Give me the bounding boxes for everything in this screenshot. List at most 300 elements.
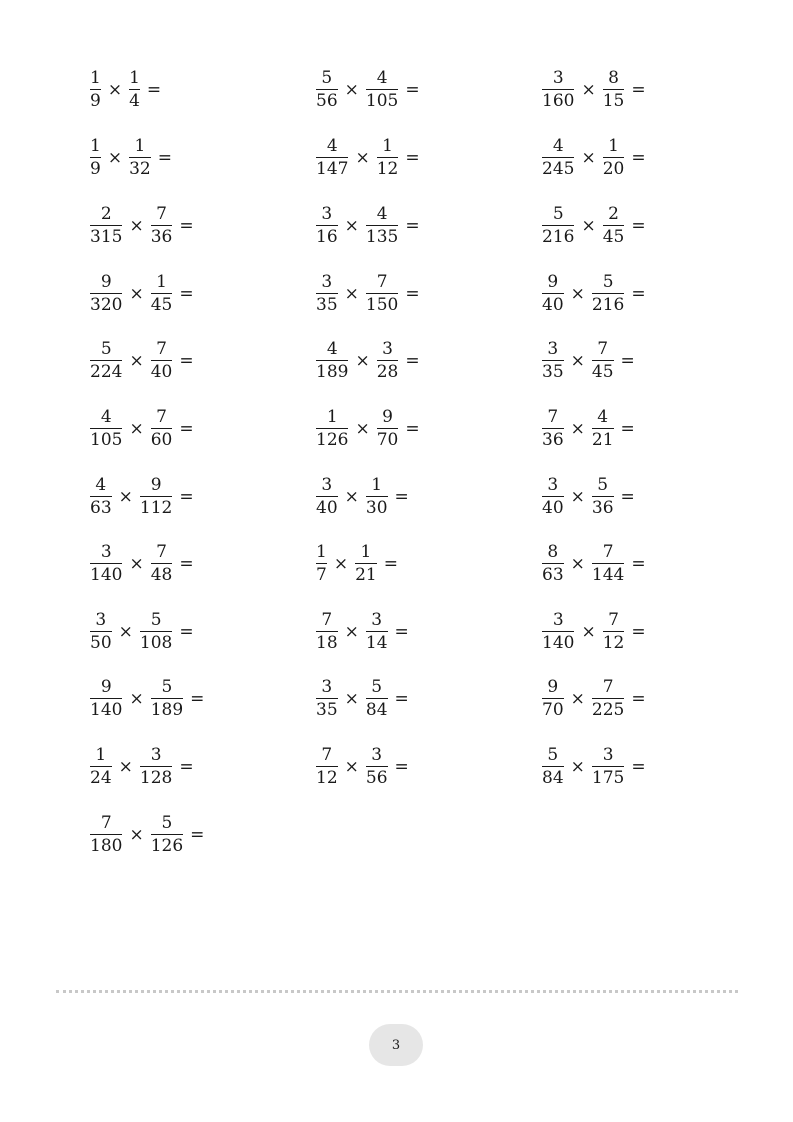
first-fraction	[540, 612, 576, 652]
numerator: 3	[552, 68, 564, 88]
denominator: 84	[542, 768, 564, 788]
denominator: 225	[591, 700, 625, 720]
numerator: 3	[100, 542, 112, 562]
first-fraction	[540, 341, 566, 381]
second-fraction	[375, 409, 401, 449]
fraction-problem	[540, 544, 646, 584]
numerator: 5	[161, 677, 173, 697]
numerator: 1	[608, 136, 619, 156]
second-fraction	[149, 815, 185, 855]
denominator: 70	[376, 430, 399, 450]
equals-sign: =	[179, 215, 194, 236]
denominator: 56	[365, 768, 388, 788]
denominator: 45	[150, 295, 173, 315]
numerator: 7	[602, 677, 614, 697]
second-fraction	[364, 206, 400, 246]
numerator: 1	[316, 542, 327, 562]
denominator: 7	[316, 565, 327, 585]
equals-sign: =	[179, 486, 194, 507]
numerator: 9	[100, 272, 112, 292]
equals-sign: =	[631, 553, 646, 574]
equals-sign: =	[179, 553, 194, 574]
fraction-problem	[540, 70, 646, 110]
numerator: 2	[608, 204, 619, 224]
first-fraction	[88, 206, 124, 246]
fraction-problem	[540, 679, 646, 719]
denominator: 50	[90, 633, 112, 653]
times-sign: ×	[355, 350, 370, 371]
second-fraction	[353, 544, 379, 584]
fraction-problem	[314, 679, 409, 719]
numerator: 3	[321, 204, 333, 224]
denominator: 147	[316, 159, 349, 179]
fraction-problem	[88, 815, 204, 855]
numerator: 5	[602, 272, 614, 292]
second-fraction	[138, 612, 174, 652]
second-fraction	[149, 679, 185, 719]
second-fraction	[127, 138, 153, 178]
numerator: 3	[150, 745, 162, 765]
denominator: 4	[129, 91, 140, 111]
times-sign: ×	[355, 147, 370, 168]
numerator: 5	[100, 339, 112, 359]
times-sign: ×	[344, 283, 359, 304]
equals-sign: =	[179, 756, 194, 777]
numerator: 1	[90, 68, 101, 88]
denominator: 126	[316, 430, 349, 450]
denominator: 140	[90, 565, 123, 585]
second-fraction	[138, 477, 174, 517]
first-fraction	[540, 274, 566, 314]
times-sign: ×	[129, 553, 144, 574]
numerator: 1	[371, 475, 383, 495]
denominator: 36	[150, 227, 173, 247]
numerator: 7	[321, 745, 333, 765]
second-fraction	[590, 274, 626, 314]
numerator: 3	[321, 475, 333, 495]
fraction-problem	[314, 341, 420, 381]
numerator: 4	[376, 68, 388, 88]
fraction-problem	[314, 544, 398, 584]
denominator: 28	[376, 362, 399, 382]
fraction-problem	[314, 70, 420, 110]
equals-sign: =	[190, 824, 205, 845]
second-fraction	[364, 477, 390, 517]
first-fraction	[88, 70, 103, 110]
second-fraction	[149, 544, 175, 584]
second-fraction	[601, 206, 627, 246]
first-fraction	[540, 206, 576, 246]
times-sign: ×	[355, 418, 370, 439]
times-sign: ×	[129, 215, 144, 236]
first-fraction	[88, 747, 114, 787]
equals-sign: =	[179, 621, 194, 642]
first-fraction	[314, 477, 340, 517]
numerator: 3	[552, 610, 564, 630]
first-fraction	[314, 409, 350, 449]
equals-sign: =	[631, 283, 646, 304]
second-fraction	[364, 274, 400, 314]
denominator: 315	[90, 227, 123, 247]
first-fraction	[88, 679, 124, 719]
equals-sign: =	[405, 418, 420, 439]
denominator: 36	[591, 498, 614, 518]
numerator: 7	[602, 542, 614, 562]
fraction-problem	[88, 341, 194, 381]
numerator: 9	[382, 407, 393, 427]
equals-sign: =	[405, 350, 420, 371]
first-fraction	[88, 544, 124, 584]
second-fraction	[364, 70, 400, 110]
second-fraction	[149, 274, 175, 314]
denominator: 35	[316, 295, 338, 315]
second-fraction	[601, 612, 627, 652]
second-fraction	[364, 679, 390, 719]
denominator: 18	[316, 633, 338, 653]
second-fraction	[364, 747, 390, 787]
equals-sign: =	[179, 418, 194, 439]
denominator: 16	[316, 227, 338, 247]
denominator: 144	[591, 565, 625, 585]
denominator: 12	[602, 633, 625, 653]
denominator: 180	[90, 836, 123, 856]
times-sign: ×	[344, 486, 359, 507]
fraction-problem	[314, 477, 409, 517]
denominator: 320	[90, 295, 123, 315]
page-number: 3	[391, 1037, 401, 1053]
equals-sign: =	[405, 147, 420, 168]
denominator: 160	[542, 91, 575, 111]
denominator: 150	[365, 295, 399, 315]
first-fraction	[88, 274, 124, 314]
first-fraction	[88, 341, 124, 381]
numerator: 4	[376, 204, 388, 224]
denominator: 216	[542, 227, 575, 247]
numerator: 1	[90, 136, 101, 156]
first-fraction	[540, 747, 566, 787]
denominator: 189	[150, 700, 184, 720]
denominator: 20	[602, 159, 625, 179]
fraction-problem	[88, 747, 194, 787]
denominator: 70	[542, 700, 564, 720]
second-fraction	[127, 70, 142, 110]
denominator: 12	[376, 159, 399, 179]
second-fraction	[364, 612, 390, 652]
equals-sign: =	[631, 756, 646, 777]
numerator: 7	[156, 339, 167, 359]
first-fraction	[314, 747, 340, 787]
denominator: 108	[139, 633, 173, 653]
equals-sign: =	[631, 79, 646, 100]
denominator: 14	[365, 633, 388, 653]
numerator: 1	[382, 136, 393, 156]
times-sign: ×	[344, 688, 359, 709]
second-fraction	[590, 747, 626, 787]
numerator: 1	[95, 745, 107, 765]
fraction-problem	[540, 341, 635, 381]
times-sign: ×	[581, 621, 596, 642]
denominator: 105	[90, 430, 123, 450]
equals-sign: =	[631, 621, 646, 642]
times-sign: ×	[344, 756, 359, 777]
denominator: 63	[90, 498, 112, 518]
fraction-problem	[88, 679, 204, 719]
first-fraction	[540, 138, 576, 178]
numerator: 1	[156, 272, 167, 292]
denominator: 40	[542, 295, 564, 315]
equals-sign: =	[179, 350, 194, 371]
numerator: 3	[382, 339, 393, 359]
numerator: 3	[321, 677, 333, 697]
denominator: 45	[591, 362, 614, 382]
numerator: 9	[547, 272, 559, 292]
times-sign: ×	[129, 418, 144, 439]
times-sign: ×	[129, 688, 144, 709]
denominator: 32	[129, 159, 151, 179]
equals-sign: =	[620, 350, 635, 371]
denominator: 35	[316, 700, 338, 720]
denominator: 140	[542, 633, 575, 653]
fraction-problem	[540, 477, 635, 517]
times-sign: ×	[118, 756, 133, 777]
equals-sign: =	[394, 621, 409, 642]
numerator: 9	[100, 677, 112, 697]
denominator: 35	[542, 362, 564, 382]
second-fraction	[149, 341, 175, 381]
numerator: 4	[100, 407, 112, 427]
times-sign: ×	[581, 215, 596, 236]
numerator: 5	[552, 204, 564, 224]
numerator: 9	[547, 677, 559, 697]
fraction-problem	[540, 612, 646, 652]
numerator: 5	[321, 68, 333, 88]
equals-sign: =	[383, 553, 398, 574]
fraction-problem	[88, 206, 194, 246]
second-fraction	[601, 70, 627, 110]
times-sign: ×	[118, 486, 133, 507]
denominator: 56	[316, 91, 338, 111]
numerator: 4	[95, 475, 107, 495]
equals-sign: =	[394, 756, 409, 777]
fraction-problem	[540, 138, 646, 178]
equals-sign: =	[405, 79, 420, 100]
numerator: 3	[321, 272, 333, 292]
numerator: 2	[100, 204, 112, 224]
fraction-problem	[314, 612, 409, 652]
second-fraction	[601, 138, 627, 178]
second-fraction	[149, 206, 175, 246]
denominator: 189	[316, 362, 349, 382]
numerator: 5	[150, 610, 162, 630]
fraction-problem	[314, 747, 409, 787]
fraction-problem	[88, 409, 194, 449]
numerator: 1	[134, 136, 146, 156]
fraction-problem	[88, 612, 194, 652]
fraction-problem	[314, 206, 420, 246]
second-fraction	[149, 409, 175, 449]
fraction-problem	[540, 274, 646, 314]
fraction-problem	[314, 409, 420, 449]
numerator: 3	[95, 610, 107, 630]
second-fraction	[590, 679, 626, 719]
first-fraction	[540, 477, 566, 517]
first-fraction	[314, 138, 350, 178]
times-sign: ×	[333, 553, 349, 574]
equals-sign: =	[631, 688, 646, 709]
numerator: 5	[597, 475, 609, 495]
fraction-problem	[88, 138, 172, 178]
numerator: 1	[129, 68, 140, 88]
first-fraction	[88, 477, 114, 517]
equals-sign: =	[620, 486, 635, 507]
times-sign: ×	[570, 688, 585, 709]
denominator: 60	[150, 430, 173, 450]
numerator: 3	[547, 339, 559, 359]
numerator: 9	[150, 475, 162, 495]
numerator: 7	[156, 407, 167, 427]
denominator: 15	[602, 91, 625, 111]
numerator: 7	[608, 610, 619, 630]
numerator: 5	[371, 677, 383, 697]
numerator: 4	[326, 136, 338, 156]
fraction-problem	[88, 70, 161, 110]
times-sign: ×	[570, 486, 585, 507]
equals-sign: =	[405, 283, 420, 304]
numerator: 8	[547, 542, 559, 562]
numerator: 1	[360, 542, 372, 562]
second-fraction	[590, 544, 626, 584]
denominator: 224	[90, 362, 123, 382]
first-fraction	[314, 341, 350, 381]
times-sign: ×	[129, 283, 144, 304]
first-fraction	[540, 409, 566, 449]
first-fraction	[88, 409, 124, 449]
numerator: 5	[547, 745, 559, 765]
first-fraction	[314, 274, 340, 314]
denominator: 135	[365, 227, 399, 247]
first-fraction	[540, 544, 566, 584]
times-sign: ×	[581, 79, 596, 100]
fraction-problem	[314, 274, 420, 314]
second-fraction	[590, 477, 616, 517]
first-fraction	[314, 679, 340, 719]
numerator: 7	[547, 407, 559, 427]
denominator: 40	[150, 362, 173, 382]
equals-sign: =	[190, 688, 205, 709]
denominator: 40	[316, 498, 338, 518]
numerator: 3	[371, 610, 383, 630]
second-fraction	[590, 409, 616, 449]
second-fraction	[590, 341, 616, 381]
equals-sign: =	[631, 147, 646, 168]
denominator: 245	[542, 159, 575, 179]
first-fraction	[314, 544, 329, 584]
first-fraction	[88, 138, 103, 178]
fraction-problem	[88, 477, 194, 517]
numerator: 4	[326, 339, 338, 359]
second-fraction	[138, 747, 174, 787]
numerator: 3	[602, 745, 614, 765]
denominator: 36	[542, 430, 564, 450]
fraction-problem	[540, 206, 646, 246]
denominator: 140	[90, 700, 123, 720]
first-fraction	[314, 612, 340, 652]
denominator: 175	[591, 768, 625, 788]
numerator: 7	[100, 813, 112, 833]
denominator: 21	[591, 430, 614, 450]
numerator: 3	[371, 745, 383, 765]
times-sign: ×	[344, 215, 359, 236]
fraction-problem	[314, 138, 420, 178]
fraction-problem	[540, 409, 635, 449]
equals-sign: =	[405, 215, 420, 236]
denominator: 128	[139, 768, 173, 788]
times-sign: ×	[581, 147, 596, 168]
denominator: 112	[139, 498, 173, 518]
denominator: 63	[542, 565, 564, 585]
denominator: 84	[365, 700, 388, 720]
denominator: 45	[602, 227, 625, 247]
fraction-problem	[88, 544, 194, 584]
first-fraction	[314, 206, 340, 246]
denominator: 126	[150, 836, 184, 856]
numerator: 4	[552, 136, 564, 156]
numerator: 7	[156, 542, 167, 562]
numerator: 4	[597, 407, 609, 427]
equals-sign: =	[179, 283, 194, 304]
equals-sign: =	[146, 79, 162, 100]
first-fraction	[88, 612, 114, 652]
first-fraction	[540, 70, 576, 110]
denominator: 21	[355, 565, 377, 585]
numerator: 7	[597, 339, 609, 359]
numerator: 7	[321, 610, 333, 630]
times-sign: ×	[570, 553, 585, 574]
denominator: 30	[365, 498, 388, 518]
times-sign: ×	[129, 350, 144, 371]
second-fraction	[375, 341, 401, 381]
denominator: 24	[90, 768, 112, 788]
times-sign: ×	[570, 350, 585, 371]
numerator: 5	[161, 813, 173, 833]
times-sign: ×	[570, 418, 585, 439]
equals-sign: =	[631, 215, 646, 236]
denominator: 105	[365, 91, 399, 111]
denominator: 12	[316, 768, 338, 788]
times-sign: ×	[118, 621, 133, 642]
times-sign: ×	[570, 756, 585, 777]
first-fraction	[314, 70, 340, 110]
denominator: 9	[90, 159, 101, 179]
equals-sign: =	[394, 688, 409, 709]
second-fraction	[375, 138, 401, 178]
denominator: 9	[90, 91, 101, 111]
numerator: 7	[156, 204, 167, 224]
first-fraction	[88, 815, 124, 855]
numerator: 7	[376, 272, 388, 292]
fraction-problem	[540, 747, 646, 787]
times-sign: ×	[107, 147, 123, 168]
denominator: 40	[542, 498, 564, 518]
numerator: 1	[326, 407, 338, 427]
dotted-divider	[56, 990, 738, 993]
times-sign: ×	[344, 79, 359, 100]
times-sign: ×	[570, 283, 585, 304]
numerator: 3	[547, 475, 559, 495]
denominator: 216	[591, 295, 625, 315]
fraction-problem	[88, 274, 194, 314]
times-sign: ×	[129, 824, 144, 845]
